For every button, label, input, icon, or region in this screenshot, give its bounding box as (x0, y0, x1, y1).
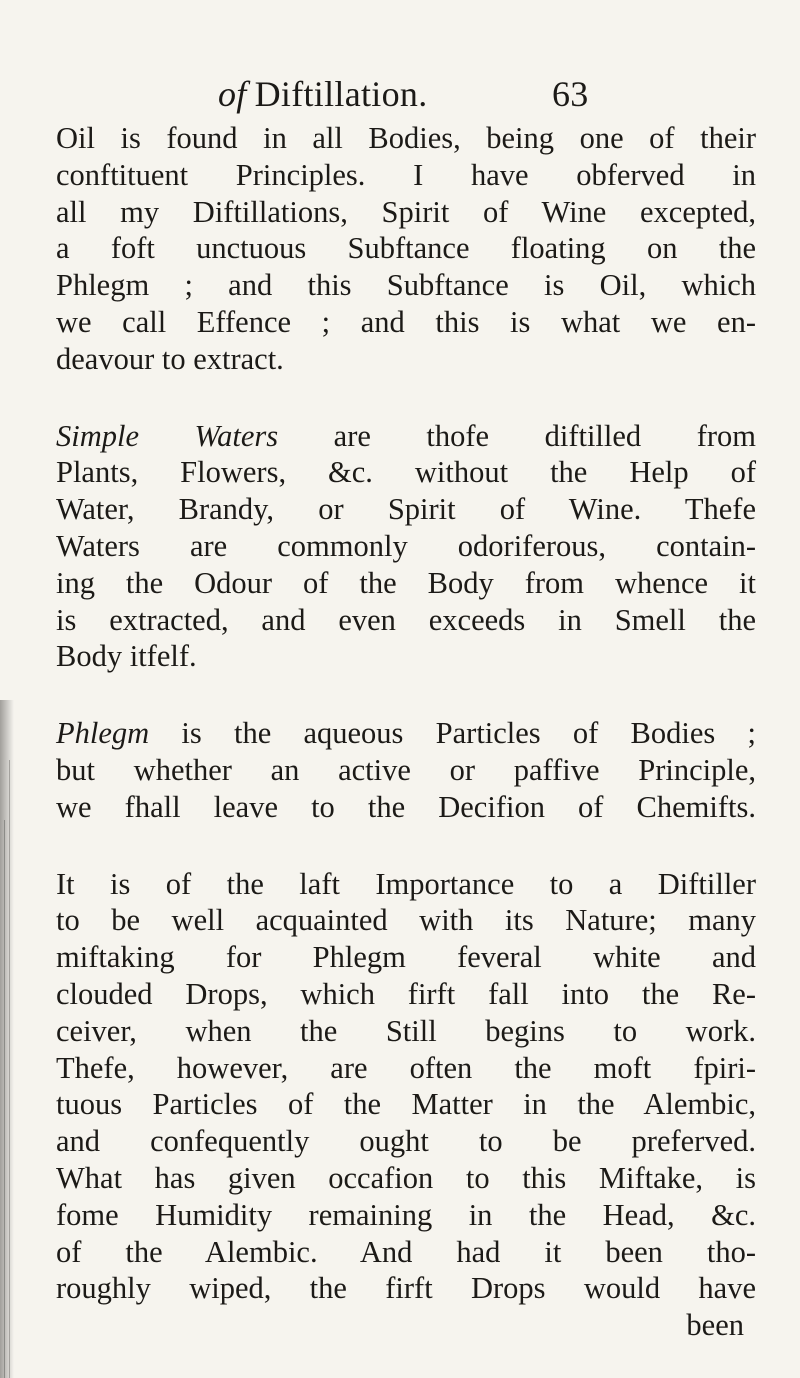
text-line: ceiver, when the Still begins to work. (56, 1013, 756, 1048)
header-of: of (218, 74, 247, 114)
text-line: Thefe, however, are often the moft fpiri- (56, 1050, 756, 1085)
text-line: and confequently ought to be preferved. (56, 1124, 756, 1159)
text-line: ing the Odour of the Body from whence it (56, 565, 756, 600)
text-line: Plants, Flowers, &c. without the Help of (56, 455, 756, 490)
text-line: fome Humidity remaining in the Head, &c. (56, 1197, 756, 1232)
body-text (56, 120, 756, 1344)
text-line: Body itfelf. (56, 639, 197, 674)
text-line: we fhall leave to the Decifion of Chemifts. (56, 789, 756, 824)
text-line: tuous Particles of the Matter in the Alembic, (56, 1087, 756, 1122)
text-line: conftituent Principles. I have obferved in (56, 157, 756, 192)
paragraph-simple-waters (56, 418, 756, 676)
gutter-line (4, 820, 5, 1378)
italic-term: Simple Waters (56, 418, 279, 453)
text-line: but whether an active or paffive Principle, (56, 752, 756, 787)
text-line: Phlegm ; and this Subftance is Oil, which (56, 268, 756, 303)
text-line: we call Effence ; and this is what we en- (56, 304, 756, 339)
running-header (218, 72, 589, 116)
text-line: roughly wiped, the firft Drops would have (56, 1271, 756, 1306)
text-line: all my Diftillations, Spirit of Wine excepted, (56, 194, 756, 229)
page-gutter-shadow (0, 700, 14, 1378)
text-line: Waters are commonly odoriferous, contain- (56, 528, 756, 563)
text-line: is extracted, and even exceeds in Smell the (56, 602, 756, 637)
text-line: miftaking for Phlegm feveral white and (56, 940, 756, 975)
text-line: to be well acquainted with its Nature; many (56, 903, 756, 938)
text-line: clouded Drops, which firft fall into the Re- (56, 976, 756, 1011)
page-number: 63 (552, 74, 589, 114)
paragraph-phlegm (56, 715, 756, 825)
italic-term: Phlegm (56, 716, 150, 751)
text-line: Oil is found in all Bodies, being one of their (56, 121, 756, 155)
paragraph-oil (56, 120, 756, 378)
text-line: Water, Brandy, or Spirit of Wine. Thefe (56, 492, 756, 527)
text-line: of the Alembic. And had it been tho- (56, 1234, 756, 1269)
text-line: Phlegm is the aqueous Particles of Bodies ; (56, 716, 756, 751)
text-line: What has given occafion to this Miftake, is (56, 1160, 756, 1195)
gutter-line (9, 760, 10, 1378)
text-line: It is of the laft Importance to a Diftiller (56, 866, 756, 901)
text-line: a foft unctuous Subftance floating on the (56, 231, 756, 266)
header-title: Diftillation. (254, 74, 428, 114)
catchword: been (686, 1308, 744, 1343)
paragraph-distiller (56, 866, 756, 1344)
text-line: deavour to extract. (56, 341, 284, 376)
text-line: Simple Waters are thofe diftilled from (56, 418, 756, 453)
